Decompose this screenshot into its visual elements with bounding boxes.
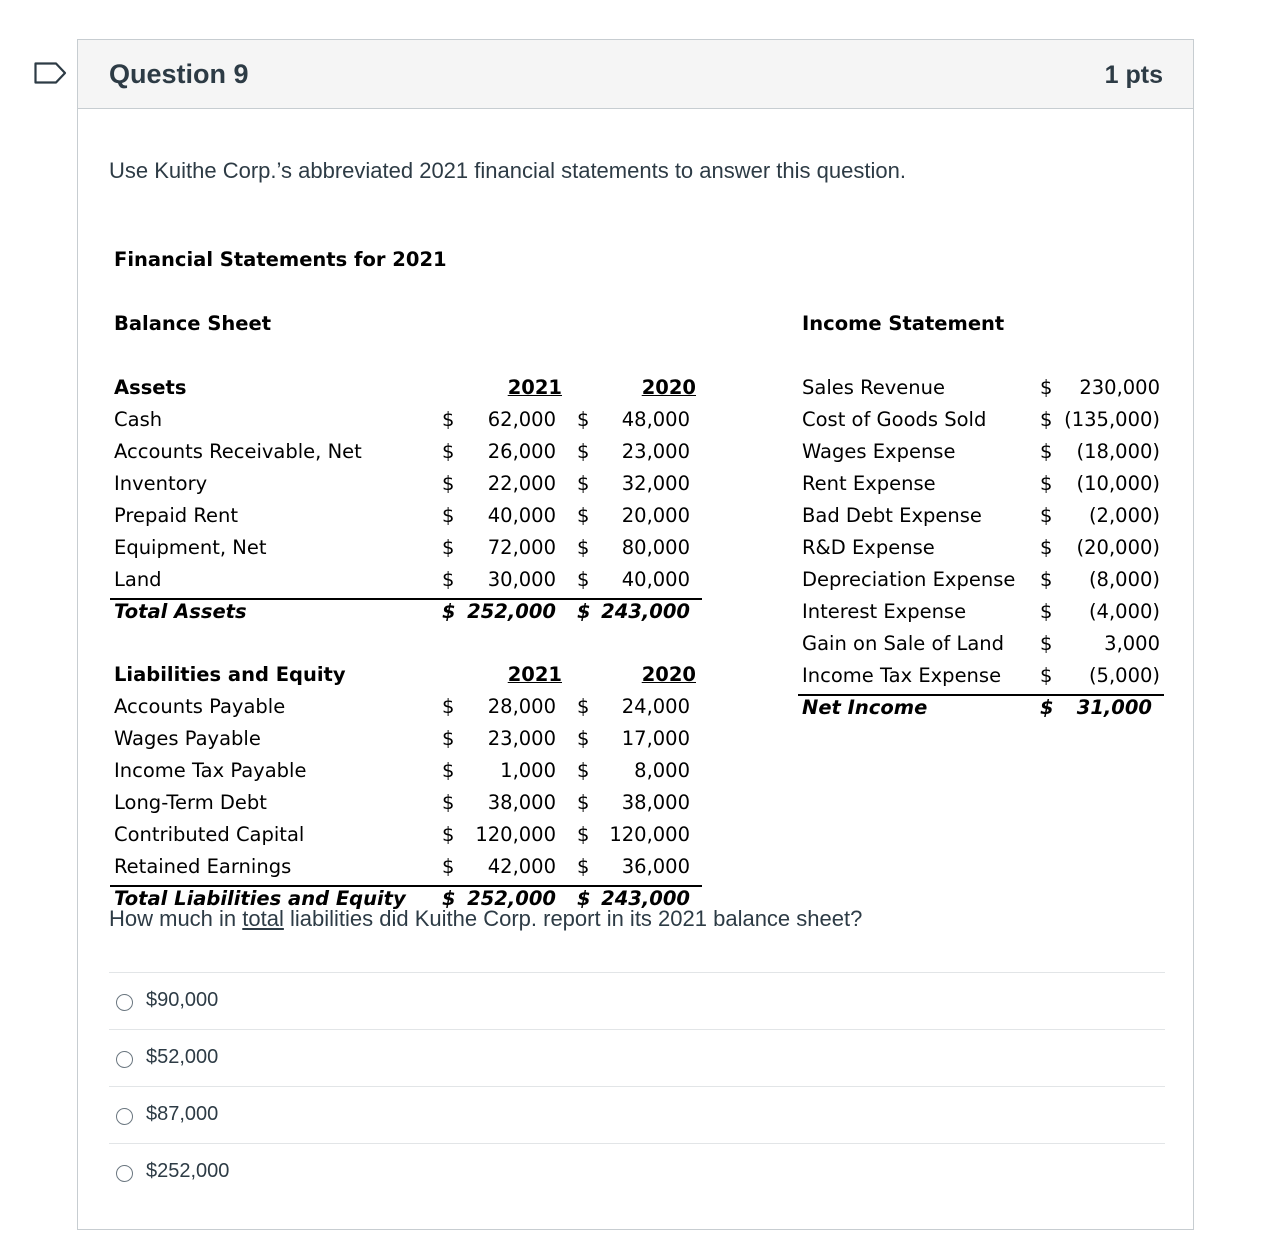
liabilities-row-dollar-2021: $ [442,823,455,846]
assets-row-label: Cash [114,408,163,431]
assets-row-dollar-2020: $ [577,472,590,495]
liabilities-row-label: Long-Term Debt [114,791,267,814]
liabilities-row-dollar-2021: $ [442,855,455,878]
prompt-before: How much in [109,906,243,931]
income-row-value: (135,000) [1064,408,1160,431]
income-row-label: R&D Expense [802,536,935,559]
assets-row-value-2021: 40,000 [487,504,556,527]
liabilities-row-dollar-2020: $ [577,791,590,814]
income-row-dollar: $ [1040,600,1053,623]
liabilities-row-dollar-2021: $ [442,791,455,814]
assets-row-dollar-2020: $ [577,568,590,591]
radio-button[interactable] [116,1165,133,1182]
liabilities-total-value-2021: 252,000 [467,887,556,910]
assets-row-label: Land [114,568,162,591]
income-row-dollar: $ [1040,376,1053,399]
net-income-dollar: $ [1040,696,1054,719]
assets-row-dollar-2020: $ [577,440,590,463]
assets-year-2020: 2020 [641,376,696,399]
income-row-value: (8,000) [1088,568,1160,591]
assets-row-label: Inventory [114,472,208,495]
income-row-dollar: $ [1040,408,1053,431]
assets-row-label: Prepaid Rent [114,504,238,527]
radio-button[interactable] [116,1108,133,1125]
income-row-label: Gain on Sale of Land [802,632,1005,655]
net-income-value: 31,000 [1076,696,1152,719]
question-card [77,39,1194,1230]
assets-year-2021: 2021 [507,376,562,399]
income-statement-heading: Income Statement [802,312,1005,335]
income-row-label: Wages Expense [802,440,956,463]
liabilities-row-dollar-2021: $ [442,759,455,782]
assets-heading: Assets [114,376,187,399]
income-row-value: (18,000) [1076,440,1160,463]
prompt-emphasis: total [242,906,284,931]
answer-option[interactable] [109,972,1165,1029]
income-row-dollar: $ [1040,536,1053,559]
liabilities-total-label: Total Liabilities and Equity [114,887,406,910]
liabilities-row-value-2021: 38,000 [487,791,556,814]
liabilities-row-dollar-2021: $ [442,727,455,750]
assets-total-dollar-2020: $ [577,600,591,623]
income-row-label: Bad Debt Expense [802,504,982,527]
answer-option[interactable] [109,1143,1165,1200]
income-row-label: Depreciation Expense [802,568,1016,591]
income-row-dollar: $ [1040,568,1053,591]
liabilities-row-label: Income Tax Payable [114,759,307,782]
liabilities-total-dollar-2020: $ [577,887,591,910]
question-title: Question 9 [109,59,249,89]
flag-question-icon[interactable] [34,62,68,84]
assets-row-value-2021: 30,000 [487,568,556,591]
liabilities-row-label: Wages Payable [114,727,261,750]
assets-row-value-2021: 22,000 [487,472,556,495]
income-row-label: Income Tax Expense [802,664,1002,687]
income-row-dollar: $ [1040,664,1053,687]
balance-sheet-heading: Balance Sheet [114,312,272,335]
liabilities-row-dollar-2020: $ [577,727,590,750]
assets-row-value-2021: 62,000 [487,408,556,431]
income-row-label: Sales Revenue [802,376,946,399]
answer-label[interactable]: $90,000 [146,989,219,1011]
income-row-value: (5,000) [1088,664,1160,687]
question-header [78,40,1193,109]
income-row-dollar: $ [1040,504,1053,527]
assets-row-value-2020: 48,000 [621,408,690,431]
liabilities-row-value-2021: 1,000 [500,759,556,782]
liabilities-row-value-2020: 36,000 [621,855,690,878]
assets-row-value-2020: 40,000 [621,568,690,591]
liabilities-row-dollar-2020: $ [577,855,590,878]
liabilities-row-label: Retained Earnings [114,855,292,878]
answer-label[interactable]: $87,000 [146,1103,219,1125]
financial-statements-image [114,248,1174,910]
liabilities-row-value-2020: 38,000 [621,791,690,814]
income-row-value: (20,000) [1076,536,1160,559]
net-income-label: Net Income [802,696,928,719]
question-prompt [109,906,862,932]
liabilities-heading: Liabilities and Equity [114,663,346,686]
radio-button[interactable] [116,994,133,1011]
liabilities-row-value-2020: 24,000 [621,695,690,718]
assets-row-dollar-2021: $ [442,472,455,495]
assets-total-dollar-2021: $ [442,600,456,623]
assets-row-label: Equipment, Net [114,536,267,559]
liabilities-row-label: Contributed Capital [114,823,305,846]
liabilities-row-label: Accounts Payable [114,695,286,718]
income-row-value: 3,000 [1104,632,1160,655]
assets-row-value-2020: 80,000 [621,536,690,559]
assets-row-dollar-2020: $ [577,504,590,527]
liabilities-row-value-2020: 120,000 [609,823,690,846]
liabilities-year-2021: 2021 [507,663,562,686]
answer-options [109,972,1165,1200]
question-intro: Use Kuithe Corp.’s abbreviated 2021 financial statements to answer this question. [109,158,906,183]
assets-total-value-2021: 252,000 [467,600,556,623]
liabilities-row-value-2021: 120,000 [475,823,556,846]
liabilities-row-value-2021: 23,000 [487,727,556,750]
liabilities-row-dollar-2020: $ [577,695,590,718]
assets-row-value-2021: 72,000 [487,536,556,559]
income-row-dollar: $ [1040,472,1053,495]
income-row-label: Cost of Goods Sold [802,408,987,431]
answer-option[interactable] [109,1086,1165,1143]
assets-row-dollar-2020: $ [577,536,590,559]
income-row-label: Rent Expense [802,472,936,495]
income-row-value: (4,000) [1088,600,1160,623]
income-row-dollar: $ [1040,632,1053,655]
assets-row-dollar-2021: $ [442,504,455,527]
liabilities-row-dollar-2020: $ [577,759,590,782]
assets-row-dollar-2021: $ [442,440,455,463]
liabilities-row-value-2021: 28,000 [487,695,556,718]
assets-row-value-2020: 32,000 [621,472,690,495]
liabilities-total-value-2020: 243,000 [601,887,690,910]
liabilities-row-value-2020: 17,000 [621,727,690,750]
liabilities-row-value-2021: 42,000 [487,855,556,878]
assets-row-dollar-2021: $ [442,536,455,559]
answer-label[interactable]: $252,000 [146,1160,230,1182]
assets-total-value-2020: 243,000 [601,600,690,623]
income-row-value: 230,000 [1079,376,1160,399]
assets-row-value-2020: 23,000 [621,440,690,463]
assets-row-label: Accounts Receivable, Net [114,440,362,463]
liabilities-total-dollar-2021: $ [442,887,456,910]
liabilities-row-dollar-2020: $ [577,823,590,846]
income-row-value: (2,000) [1088,504,1160,527]
statements-title: Financial Statements for 2021 [114,248,447,271]
liabilities-row-dollar-2021: $ [442,695,455,718]
assets-row-dollar-2021: $ [442,568,455,591]
assets-row-dollar-2020: $ [577,408,590,431]
liabilities-row-value-2020: 8,000 [634,759,690,782]
income-row-value: (10,000) [1076,472,1160,495]
assets-row-dollar-2021: $ [442,408,455,431]
liabilities-year-2020: 2020 [641,663,696,686]
answer-label[interactable]: $52,000 [146,1046,219,1068]
assets-row-value-2020: 20,000 [621,504,690,527]
income-row-label: Interest Expense [802,600,967,623]
prompt-after: liabilities did Kuithe Corp. report in its 2021 balance sheet? [283,906,863,931]
question-points: 1 pts [1104,61,1163,89]
answer-option[interactable] [109,1029,1165,1086]
assets-row-value-2021: 26,000 [487,440,556,463]
income-row-dollar: $ [1040,440,1053,463]
assets-total-label: Total Assets [114,600,247,623]
radio-button[interactable] [116,1051,133,1068]
